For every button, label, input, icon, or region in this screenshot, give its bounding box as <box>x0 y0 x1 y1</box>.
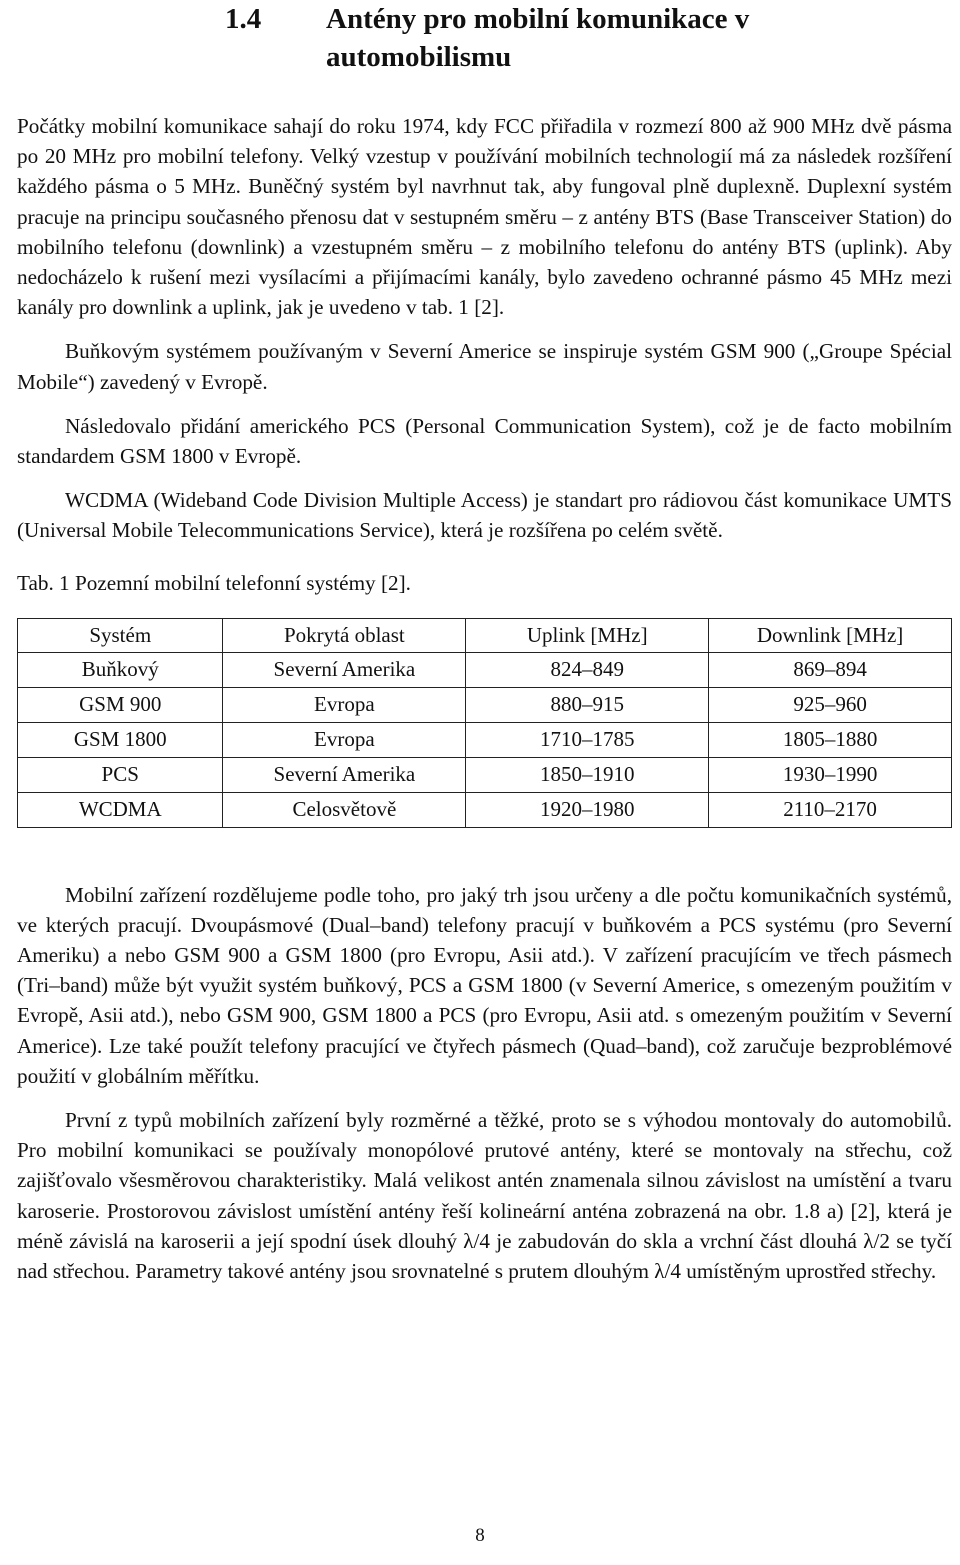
table-cell: GSM 1800 <box>18 722 223 757</box>
table-cell: Severní Amerika <box>223 757 466 792</box>
paragraph-intro: Počátky mobilní komunikace sahají do roku 1974, kdy FCC přiřadila v rozmezí 800 až 900 MHz dvě pásma po 20 MHz pro mobilní telefony. Velký vzestup v používání mobilních technologií má za následek rozšíření každého pásma o 5 MHz. Buněčný systém byl navrhnut tak, aby fungoval plně duplexně. Duplexní systém pracuje na principu současného přenosu dat v sestupném směru – z antény BTS (Base Transceiver Station) do mobilního telefonu (downlink) a vzestupném směru – z mobilního telefonu do antény BTS (uplink). Aby nedocházelo k rušení mezi vysílacími a přijímacími kanály, bylo zavedeno ochranné pásmo 45 MHz mezi kanály pro downlink a uplink, jak je uvedeno v tab. 1 [2]. <box>17 114 952 320</box>
table-cell: Buňkový <box>18 652 223 687</box>
table-caption: Tab. 1 Pozemní mobilní telefonní systémy [2]. <box>17 570 411 595</box>
table-cell: 824–849 <box>466 652 709 687</box>
table-cell: 2110–2170 <box>709 792 952 827</box>
table-row <box>18 792 952 827</box>
header-cell: Systém <box>18 618 223 652</box>
table-cell: 1850–1910 <box>466 757 709 792</box>
table-cell: Evropa <box>223 722 466 757</box>
systems-table <box>17 618 952 828</box>
table-cell: GSM 900 <box>18 687 223 722</box>
table-row <box>18 652 952 687</box>
table-cell: 1920–1980 <box>466 792 709 827</box>
paragraph-wcdma: WCDMA (Wideband Code Division Multiple Access) je standart pro rádiovou část komunikace UMTS (Universal Mobile Telecommunications Service), která je rozšířena po celém světě. <box>17 488 952 543</box>
table-cell: 1930–1990 <box>709 757 952 792</box>
table-row <box>18 722 952 757</box>
table-header-row <box>18 618 952 652</box>
table-row <box>18 687 952 722</box>
table-cell: 1710–1785 <box>466 722 709 757</box>
table-cell: 1805–1880 <box>709 722 952 757</box>
header-cell: Downlink [MHz] <box>709 618 952 652</box>
table-cell: PCS <box>18 757 223 792</box>
page-number: 8 <box>475 1525 485 1546</box>
table-cell: WCDMA <box>18 792 223 827</box>
header-cell: Pokrytá oblast <box>223 618 466 652</box>
section-number: 1.4 <box>225 3 262 35</box>
header-cell: Uplink [MHz] <box>466 618 709 652</box>
paragraph-pcs: Následovalo přidání amerického PCS (Personal Communication System), což je de facto mobilním standardem GSM 1800 v Evropě. <box>17 413 952 469</box>
document-page <box>17 0 952 1286</box>
paragraph-devices: Mobilní zařízení rozdělujeme podle toho, pro jaký trh jsou určeny a dle počtu komunikačních systémů, ve kterých pracují. Dvoupásmové (Dual–band) telefony pracují v buňkovém a PCS systému (pro Severní Ameriku) a nebo GSM 900 a GSM 1800 (pro Evropu, Asii atd.). V zařízení pracujícím ve třech pásmech (Tri–band) může být využit systém buňkový, PCS a GSM 1800 (v Severní Americe, s omezeným použitím v Evropě, Asii atd.), nebo GSM 900, GSM 1800 a PCS (pro Evropu, Asii atd. s omezeným použitím v Severní Americe). Lze také použít telefony pracující ve čtyřech pásmech (Quad–band), což zaručuje bezproblémové použití v globálním měřítku. <box>17 882 952 1088</box>
paragraph-antennas: První z typů mobilních zařízení byly rozměrné a těžké, proto se s výhodou montovaly do automobilů. Pro mobilní komunikaci se používaly monopólové prutové antény, které se montovaly na střechu, což zajišťovalo všesměrovou charakteristiky. Malá velikost antén znamenala silnou závislost na umístění a tvaru karoserie. Prostorovou závislost umístění antény řeší kolineární anténa zobrazená na obr. 1.8 a) [2], která je méně závislá na karoserii a její spodní úsek dlouhý λ/4 je zabudován do skla a vrchní část dlouhá λ/2 se tyčí nad střechou. Parametry takové antény jsou srovnatelné s prutem dlouhým λ/4 umístěným uprostřed střechy. <box>17 1108 952 1284</box>
table-cell: Celosvětově <box>223 792 466 827</box>
section-heading <box>17 0 952 76</box>
table-cell: Severní Amerika <box>223 652 466 687</box>
table-cell: Evropa <box>223 687 466 722</box>
table-cell: 925–960 <box>709 687 952 722</box>
paragraph-gsm900: Buňkovým systémem používaným v Severní Americe se inspiruje systém GSM 900 („Groupe Spécial Mobile“) zavedený v Evropě. <box>17 339 952 394</box>
table-cell: 869–894 <box>709 652 952 687</box>
table-cell: 880–915 <box>466 687 709 722</box>
table-row <box>18 757 952 792</box>
section-title: Antény pro mobilní komunikace v automobilismu <box>326 3 750 73</box>
